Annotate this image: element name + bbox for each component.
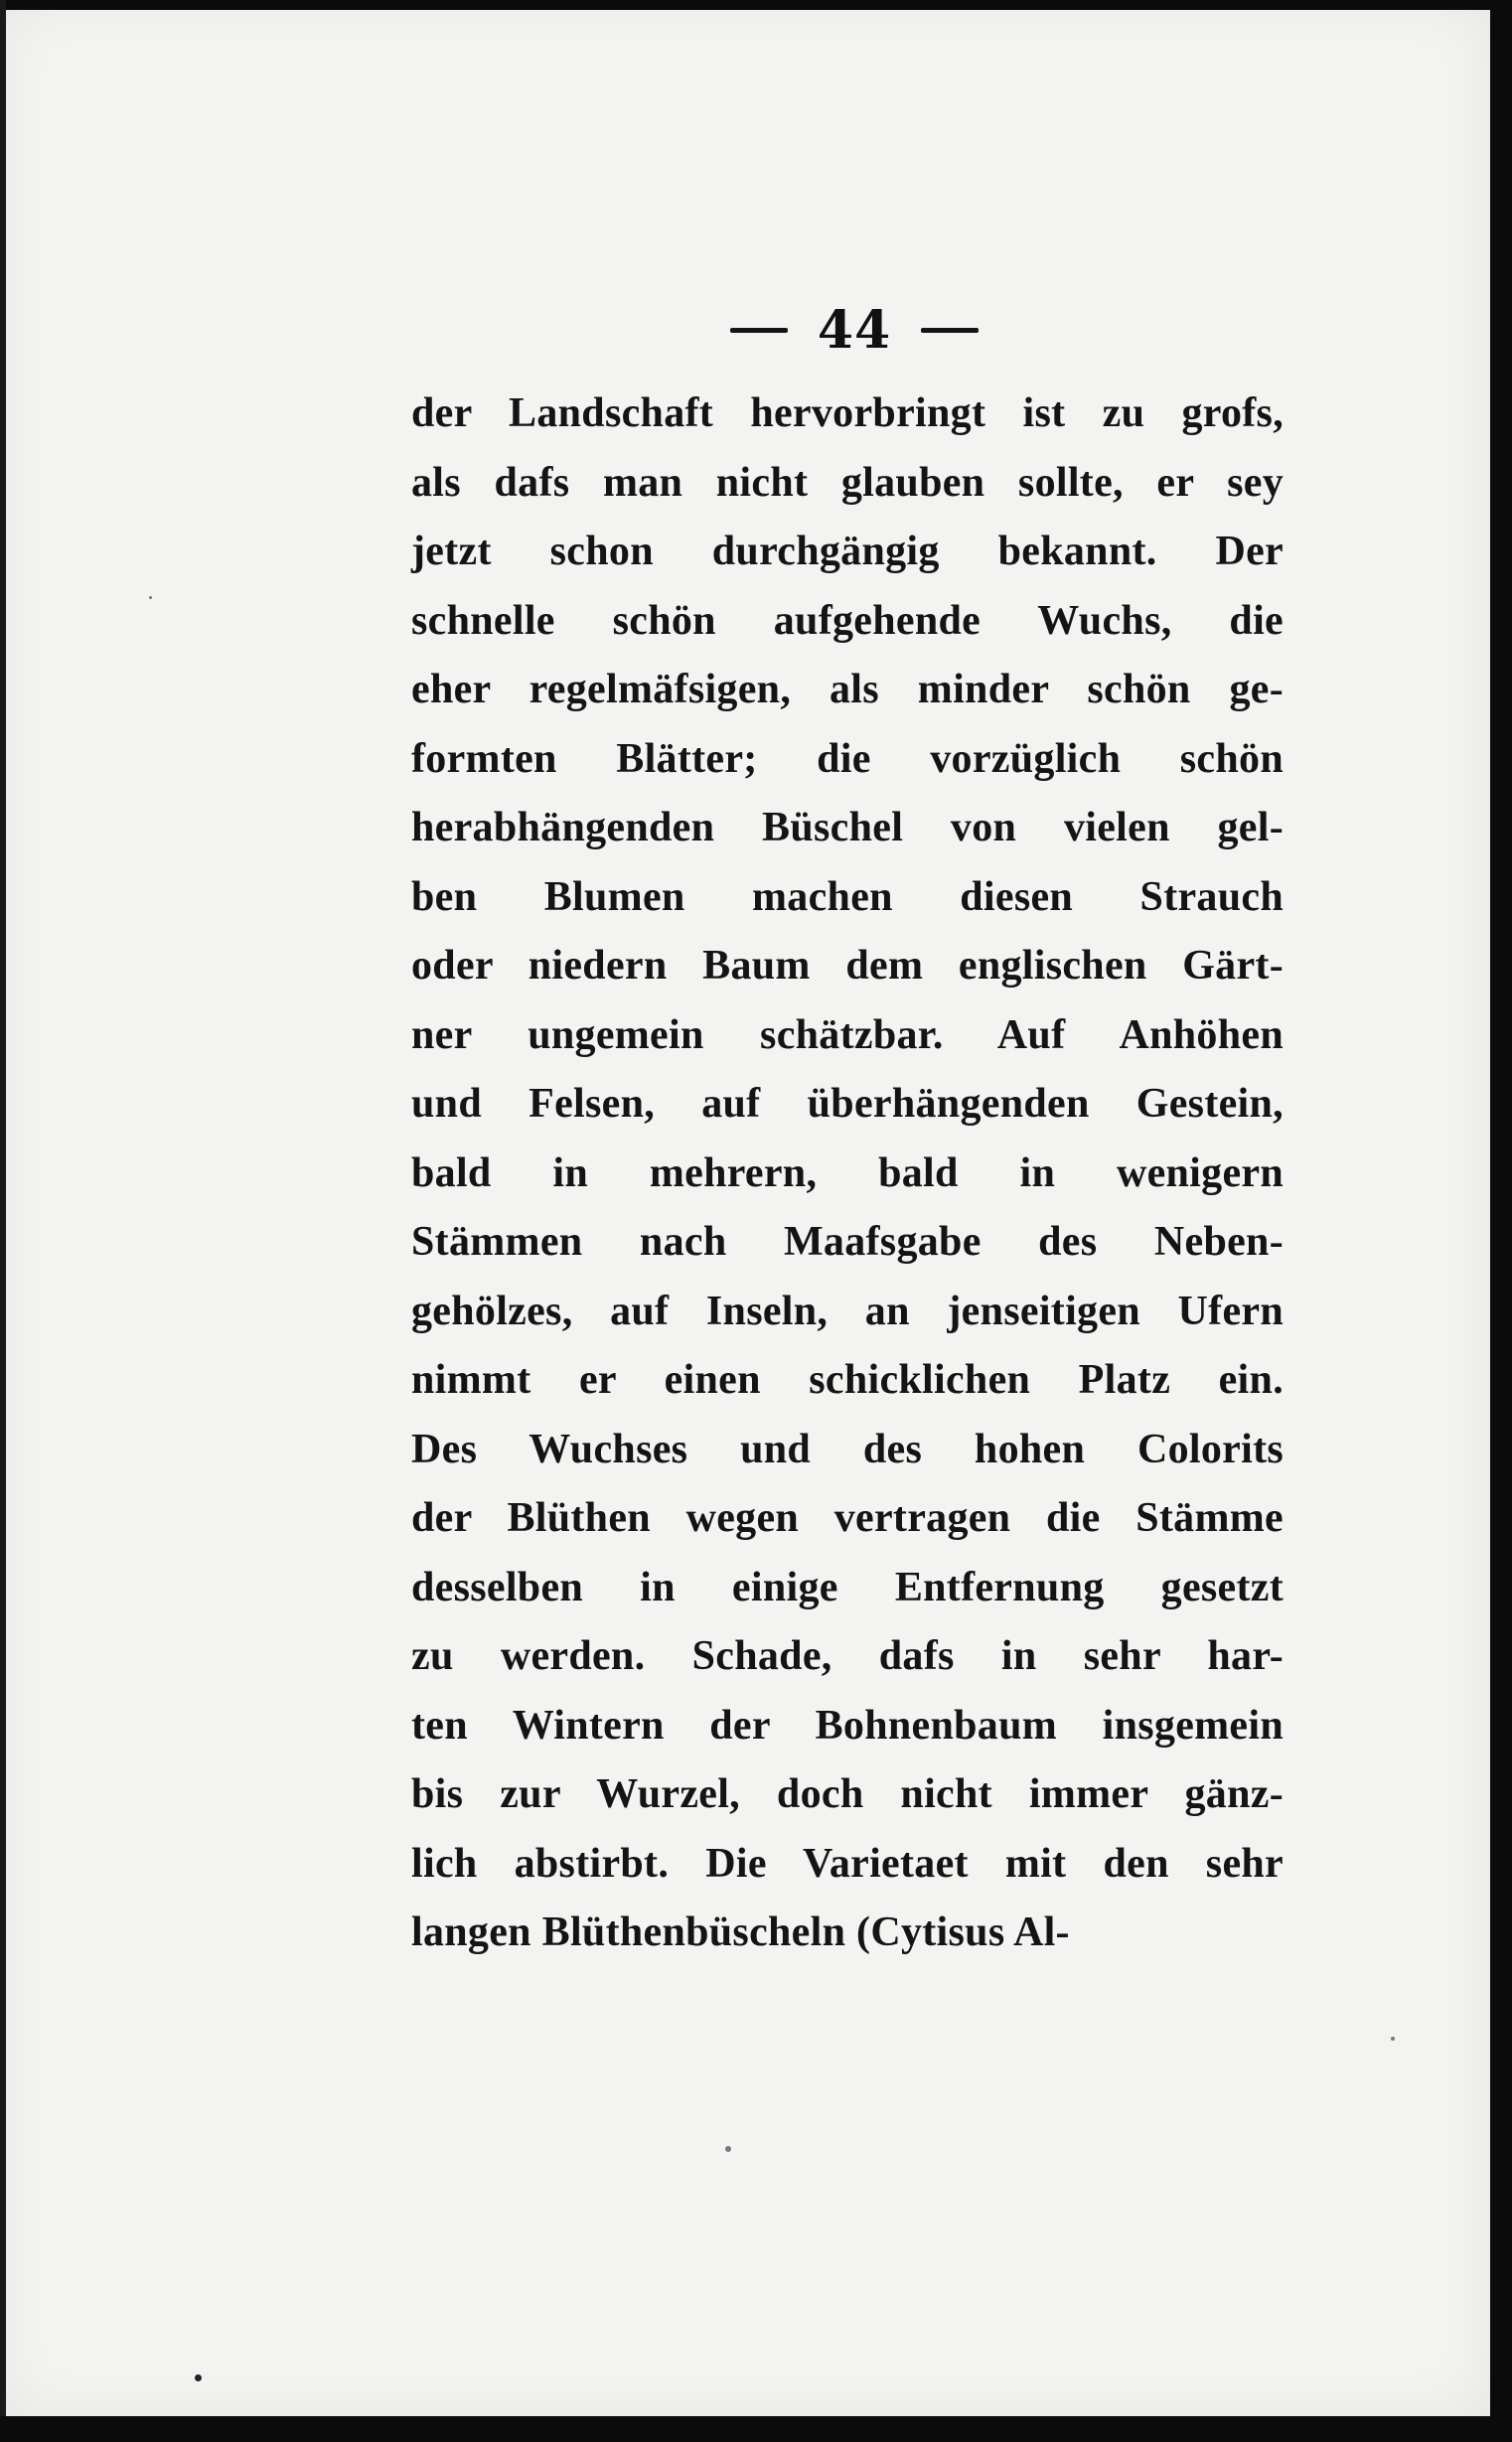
text-line: ten Wintern der Bohnenbaum insgemein [411, 1702, 1284, 1749]
text-line: der Blüthen wegen vertragen die Stämme [411, 1495, 1284, 1541]
text-line: desselben in einige Entfernung gesetzt [411, 1564, 1284, 1610]
text-line: formten Blätter; die vorzüglich schön [411, 735, 1284, 782]
text-line: bald in mehrern, bald in wenigern [411, 1149, 1284, 1196]
text-line: bis zur Wurzel, doch nicht immer gänz- [411, 1771, 1284, 1817]
paper-speck [149, 596, 152, 599]
text-line: nimmt er einen schicklichen Platz ein. [411, 1357, 1284, 1403]
paper-speck [195, 2374, 202, 2381]
text-line: Stämmen nach Maafsgabe des Neben- [411, 1219, 1284, 1265]
text-line: der Landschaft hervorbringt ist zu grofs, [411, 390, 1284, 436]
paper-speck [1391, 2037, 1395, 2041]
scan-border-bottom [0, 2416, 1512, 2442]
text-line: als dafs man nicht glauben sollte, er sey [411, 459, 1284, 506]
page-number: 44 [817, 299, 892, 361]
text-line: lich abstirbt. Die Varietaet mit den sehr [411, 1840, 1284, 1887]
body-text [411, 380, 1284, 1968]
header-dash-left [730, 328, 788, 333]
text-line: ner ungemein schätzbar. Auf Anhöhen [411, 1011, 1284, 1058]
text-line: schnelle schön aufgehende Wuchs, die [411, 597, 1284, 644]
header-dash-right [921, 328, 979, 333]
text-line: zu werden. Schade, dafs in sehr har- [411, 1633, 1284, 1679]
text-line: ben Blumen machen diesen Strauch [411, 873, 1284, 920]
scan-border-top [0, 0, 1512, 10]
text-line: oder niedern Baum dem englischen Gärt- [411, 943, 1284, 989]
text-line: langen Blüthenbüscheln (Cytisus Al- [411, 1909, 1070, 1955]
scan-border-left [0, 0, 6, 2442]
page-header [695, 290, 1013, 370]
text-line: Des Wuchses und des hohen Colorits [411, 1426, 1284, 1472]
text-line: und Felsen, auf überhängenden Gestein, [411, 1081, 1284, 1127]
text-line: jetzt schon durchgängig bekannt. Der [411, 529, 1284, 574]
text-line: gehölzes, auf Inseln, an jenseitigen Ufern [411, 1288, 1284, 1334]
text-line: herabhängenden Büschel von vielen gel- [411, 805, 1284, 850]
scan-border-right [1490, 0, 1512, 2442]
paper-speck [725, 2146, 731, 2152]
text-line: eher regelmäfsigen, als minder schön ge- [411, 667, 1284, 712]
